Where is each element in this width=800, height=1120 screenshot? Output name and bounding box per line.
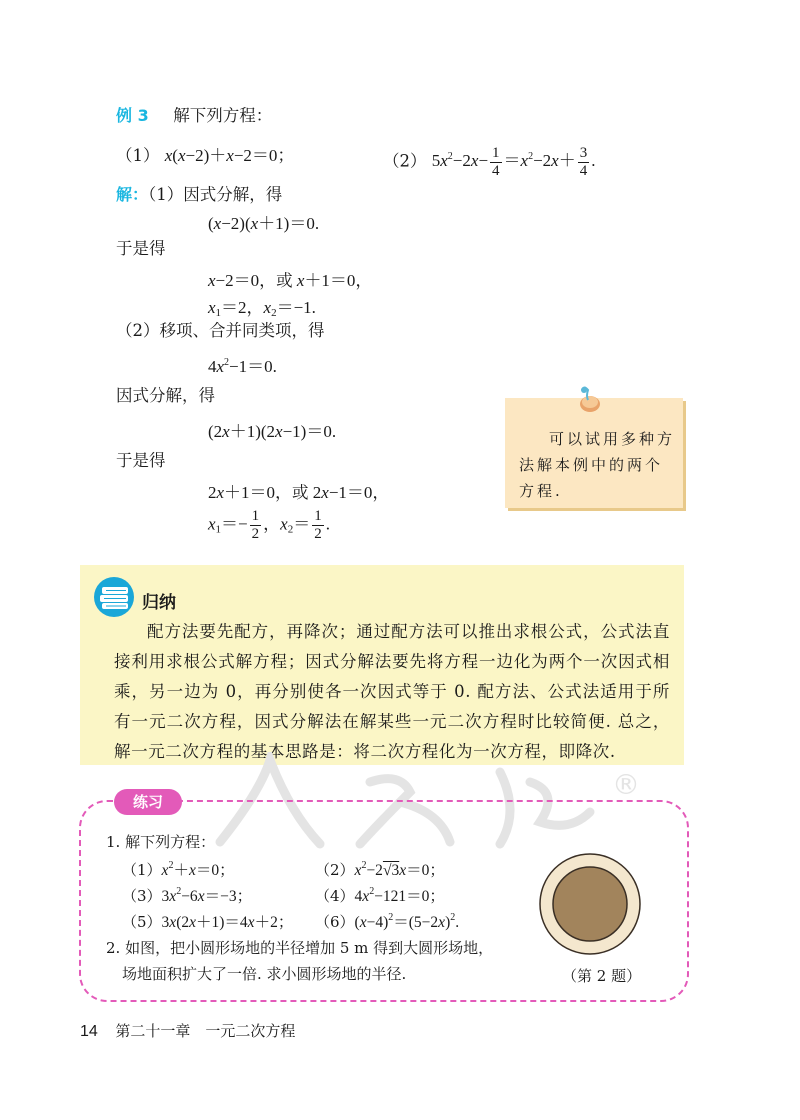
exercise-item-2: $(2)x^2-2√3x=0$； [315,860,445,879]
book-stack-icon [92,575,140,617]
fraction: $\frac{1}{2}$ [251,508,260,542]
example-title: 解下列方程： [173,106,273,125]
example-header [116,105,272,127]
exercise-item-1: $(1)x^2+x=0$； [122,860,235,879]
equation: (2x＋1)(2x−1)＝0. [208,422,337,441]
problem-2: （2） $5x^2-2x-$ $\frac{1}{4}$ $=x^2-2x+$ $\frac{3}{4}$ . [383,145,596,179]
fraction: $\frac{1}{4}$ [492,145,500,179]
summary-text: 配方法要先配方，再降次；通过配方法可以推出求根公式，公式法直接利用求根公式解方程；因式分解法要先将方程一边化为两个一次因式相乘，另一边为 0，再分别使各一次因式等于 0. 配方法、公式法适用于所有一元二次方程，因式分解法在解某些一元二次方程时比较简便. 总之，解一元二次方程的基本思路是：将二次方程化为一次方程，即降次. [114,622,670,761]
solution-label: 解： [116,185,149,204]
equation: (x−2)(x＋1)＝0. [208,214,320,233]
exercise-item-4: $(4)4x^2-121=0$； [315,886,445,905]
equation: x−2＝0，或 x＋1＝0， [208,271,373,290]
equation: x(x−2)＋x−2＝0； [164,146,295,165]
figure-caption: （第 2 题） [562,967,642,985]
so-get-text: 于是得 [116,239,166,258]
fraction: $\frac{1}{2}$ [314,508,322,542]
exercise-q2-line1: 2. 如图，把小圆形场地的半径增加 5 m 得到大圆形场地， [106,939,494,957]
summary-box [80,565,684,765]
chapter-title: 第二十一章 一元二次方程 [115,1022,296,1040]
exercise-item-3: $(3)3x^2-6x=-3$； [122,886,253,905]
solution-line-1: 解：（1）因式分解，得 [116,185,283,204]
fraction: $\frac{3}{4}$ [579,145,588,179]
tip-note-text: 可以试用多种方法解本例中的两个方程. [519,430,676,500]
registered-mark: ® [612,768,640,801]
equation: $4x^2-1=0$. [208,357,277,376]
pushpin-icon [574,384,604,416]
equation: $x_1=2$，$x_2=-1$. [208,298,316,319]
exercise-q2-line2: 场地面积扩大了一倍. 求小圆形场地的半径. [122,965,407,983]
concentric-circles-figure [538,852,642,956]
exercise-item-6: $(6)(x-4)^2=(5-2x)^2$. [315,912,460,931]
exercise-tag: 练习 [114,789,182,815]
equation: $5x^2-2x-$ $\frac{1}{4}$ $=x^2-2x+$ $\frac{3}{4}$ . [431,145,596,179]
equation: 2x＋1＝0，或 2x−1＝0， [208,483,390,502]
problem-1: （1） x(x−2)＋x−2＝0； [116,146,295,165]
so-get-text: 于是得 [116,451,166,470]
page-footer [80,1020,295,1041]
page-number: 14 [80,1023,98,1040]
summary-title: 归纳 [142,593,176,613]
exercise-item-5: （5）3x(2x＋1)＝4x＋2； [122,913,294,931]
equation: $x_1=-$ $\frac{1}{2}$ ，$x_2=$ $\frac{1}{2}$ . [208,508,330,542]
solution-line-2: （2）移项、合并同类项，得 [116,321,325,340]
factor-get-text: 因式分解，得 [116,386,215,405]
example-label: 例 3 [116,106,149,125]
exercise-q1: 1. 解下列方程： [106,833,216,851]
